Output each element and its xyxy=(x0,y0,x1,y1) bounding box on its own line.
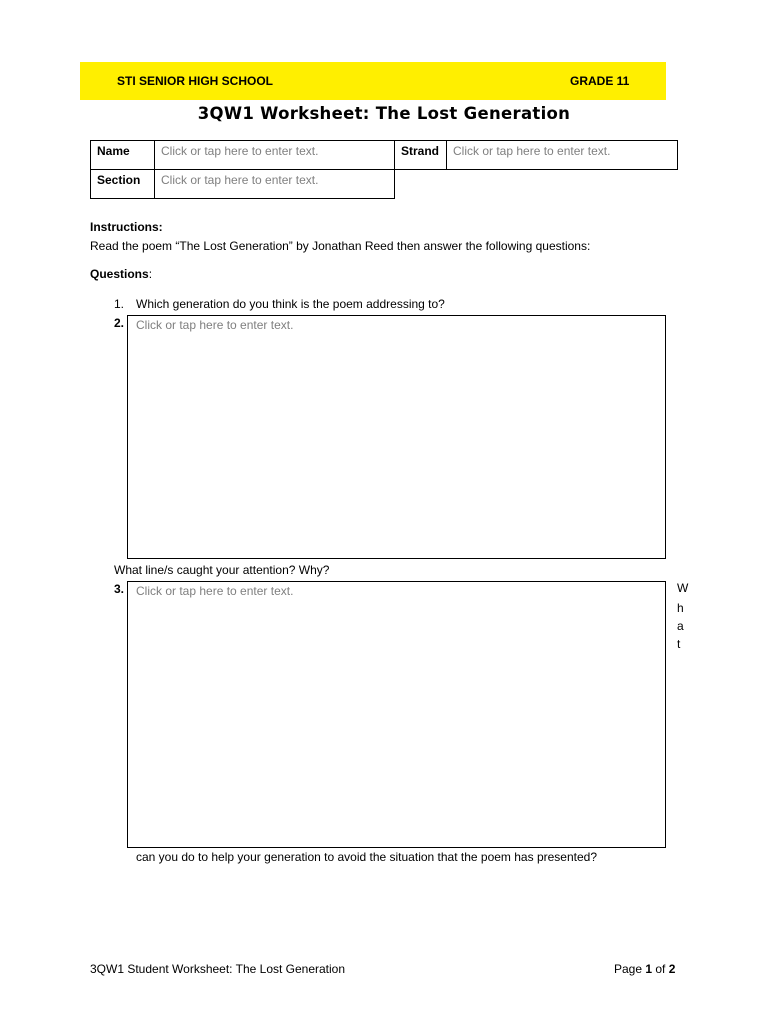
questions-heading-label: Questions xyxy=(90,267,149,281)
worksheet-title: 3QW1 Worksheet: The Lost Generation xyxy=(197,104,571,123)
instructions-text: Read the poem “The Lost Generation” by Jonathan Reed then answer the following questions: xyxy=(90,239,591,253)
name-field[interactable]: Click or tap here to enter text. xyxy=(155,141,395,170)
answer-box-1-placeholder: Click or tap here to enter text. xyxy=(136,318,294,332)
question-3-letter-a: a xyxy=(677,619,684,633)
empty-cell xyxy=(395,170,678,199)
questions-heading-colon: : xyxy=(148,267,153,281)
student-info-table xyxy=(90,140,678,199)
question-3-number: 3. xyxy=(114,582,125,596)
grade-level: GRADE 11 xyxy=(570,74,630,88)
name-label: Name xyxy=(91,141,155,170)
instructions-heading: Instructions: xyxy=(90,220,163,234)
section-field[interactable]: Click or tap here to enter text. xyxy=(155,170,395,199)
page-of: of xyxy=(652,962,669,976)
question-3-text: can you do to help your generation to avoid the situation that the poem has presented? xyxy=(136,850,597,864)
school-name: STI SENIOR HIGH SCHOOL xyxy=(117,74,274,88)
question-2-text: What line/s caught your attention? Why? xyxy=(114,563,330,577)
question-3-letter-w: W xyxy=(677,581,689,595)
answer-box-2-placeholder: Click or tap here to enter text. xyxy=(136,584,294,598)
strand-label: Strand xyxy=(395,141,447,170)
question-3-letter-t: t xyxy=(677,637,681,651)
page-number xyxy=(614,962,675,976)
page-prefix: Page xyxy=(614,962,646,976)
question-1-number: 1. xyxy=(114,297,125,311)
section-label: Section xyxy=(91,170,155,199)
page-current: 1 xyxy=(645,962,653,976)
question-1-text: Which generation do you think is the poem addressing to? xyxy=(136,297,445,311)
strand-field[interactable]: Click or tap here to enter text. xyxy=(447,141,678,170)
answer-box-1[interactable] xyxy=(127,315,666,559)
header-banner xyxy=(80,62,666,100)
answer-box-2[interactable] xyxy=(127,581,666,848)
footer-title: 3QW1 Student Worksheet: The Lost Generation xyxy=(90,962,346,976)
page-total: 2 xyxy=(668,962,676,976)
questions-heading xyxy=(90,267,152,281)
question-3-letter-h: h xyxy=(677,601,684,615)
question-2-number: 2. xyxy=(114,316,125,330)
